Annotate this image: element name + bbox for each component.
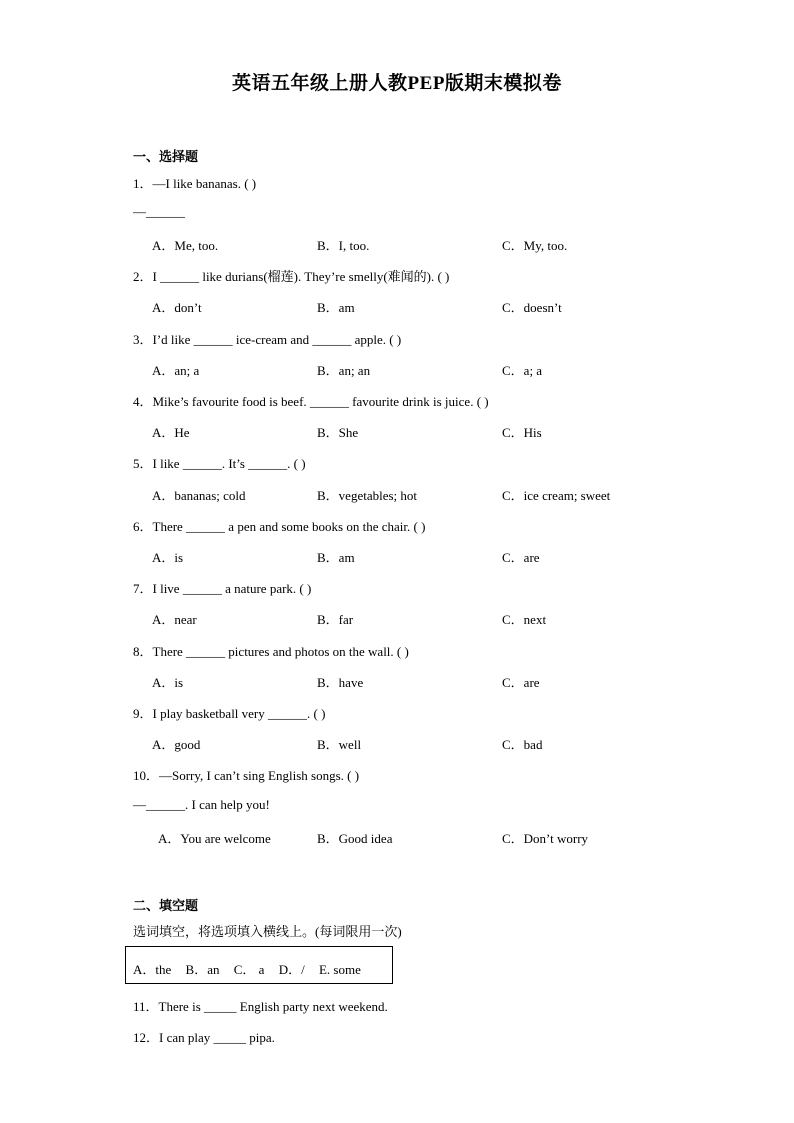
word-option-d: D．/ xyxy=(278,962,305,977)
question-3-stem: 3．I’d like ______ ice-cream and ______ apple. ( ) xyxy=(133,332,402,347)
question-8-option-c[interactable]: C．are xyxy=(502,675,540,690)
question-9-option-c[interactable]: C．bad xyxy=(502,737,543,752)
question-8-option-b[interactable]: B．have xyxy=(317,675,364,690)
word-option-c: C． a xyxy=(233,962,265,977)
question-6-stem: 6．There ______ a pen and some books on the chair. ( ) xyxy=(133,519,426,534)
question-10-stem: 10．—Sorry, I can’t sing English songs. ( ) xyxy=(133,768,360,783)
section-heading-fill: 二、填空题 xyxy=(133,898,199,913)
question-4-stem: 4．Mike’s favourite food is beef. ______ favourite drink is juice. ( ) xyxy=(133,394,489,409)
question-2-option-c[interactable]: C．doesn’t xyxy=(502,300,562,315)
word-bank-box xyxy=(125,946,393,984)
word-option-e: E. some xyxy=(318,962,361,977)
question-2-stem: 2．I ______ like durians(榴莲). They’re smelly(难闻的). ( ) xyxy=(133,269,450,284)
section-heading-choice: 一、选择题 xyxy=(133,149,199,164)
question-1-option-b[interactable]: B．I, too. xyxy=(317,238,370,253)
question-6-option-a[interactable]: A．is xyxy=(152,550,184,565)
question-9-option-b[interactable]: B．well xyxy=(317,737,362,752)
word-bank-options xyxy=(133,959,372,978)
question-8-option-a[interactable]: A．is xyxy=(152,675,184,690)
question-1-response: —______ xyxy=(133,204,185,219)
question-8-stem: 8．There ______ pictures and photos on the wall. ( ) xyxy=(133,644,409,659)
question-6-option-c[interactable]: C．are xyxy=(502,550,540,565)
question-12-stem: 12．I can play _____ pipa. xyxy=(133,1030,275,1045)
word-option-b: B．an xyxy=(185,962,220,977)
question-5-stem: 5．I like ______. It’s ______. ( ) xyxy=(133,456,306,471)
question-2-option-b[interactable]: B．am xyxy=(317,300,355,315)
question-7-option-a[interactable]: A．near xyxy=(152,612,197,627)
fill-instruction: 选词填空，将选项填入横线上。(每词限用一次) xyxy=(133,924,402,939)
question-3-option-b[interactable]: B．an; an xyxy=(317,363,371,378)
question-5-option-c[interactable]: C．ice cream; sweet xyxy=(502,488,611,503)
question-7-option-c[interactable]: C．next xyxy=(502,612,547,627)
question-5-option-b[interactable]: B．vegetables; hot xyxy=(317,488,418,503)
question-2-option-a[interactable]: A．don’t xyxy=(152,300,202,315)
question-4-option-b[interactable]: B．She xyxy=(317,425,359,440)
question-10-option-c[interactable]: C．Don’t worry xyxy=(502,831,589,846)
question-9-option-a[interactable]: A．good xyxy=(152,737,201,752)
question-1-option-a[interactable]: A．Me, too. xyxy=(152,238,219,253)
question-4-option-c[interactable]: C．His xyxy=(502,425,542,440)
question-6-option-b[interactable]: B．am xyxy=(317,550,355,565)
question-10-option-b[interactable]: B．Good idea xyxy=(317,831,393,846)
question-11-stem: 11．There is _____ English party next weekend. xyxy=(133,999,388,1014)
question-10-response: —______. I can help you! xyxy=(133,797,270,812)
question-5-option-a[interactable]: A．bananas; cold xyxy=(152,488,246,503)
question-7-stem: 7．I live ______ a nature park. ( ) xyxy=(133,581,312,596)
question-1-option-c[interactable]: C．My, too. xyxy=(502,238,568,253)
question-3-option-a[interactable]: A．an; a xyxy=(152,363,200,378)
word-option-a: A．the xyxy=(133,962,172,977)
question-3-option-c[interactable]: C．a; a xyxy=(502,363,543,378)
question-1-stem: 1．—I like bananas. ( ) xyxy=(133,176,257,191)
question-7-option-b[interactable]: B．far xyxy=(317,612,354,627)
question-4-option-a[interactable]: A．He xyxy=(152,425,190,440)
question-10-option-a[interactable]: A．You are welcome xyxy=(158,831,271,846)
page-title: 英语五年级上册人教PEP版期末模拟卷 xyxy=(232,73,562,94)
question-9-stem: 9．I play basketball very ______. ( ) xyxy=(133,706,326,721)
